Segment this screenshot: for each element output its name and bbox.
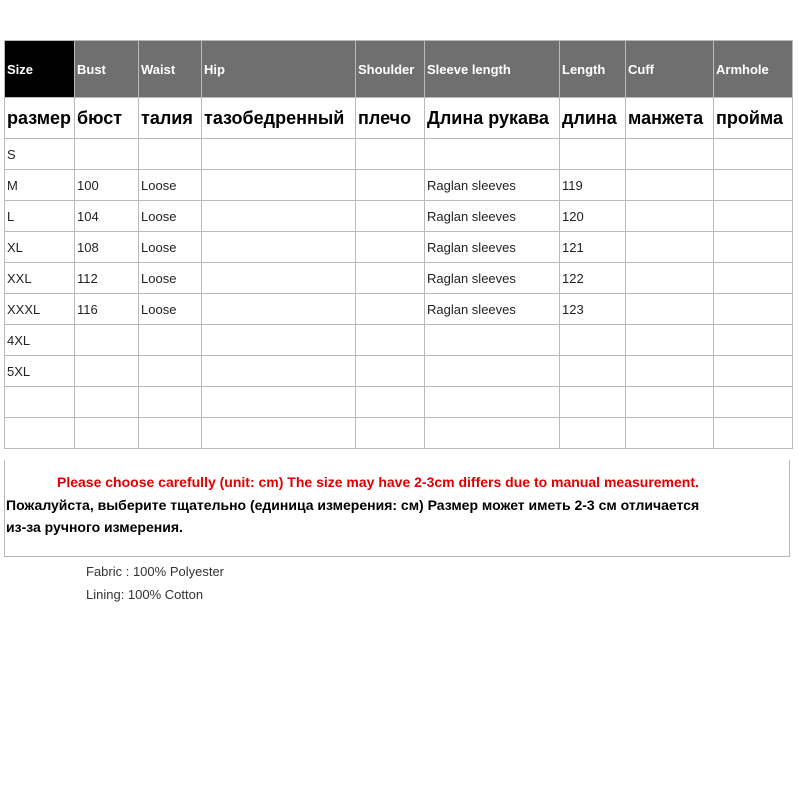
table-cell: 122 — [560, 263, 626, 294]
table-row — [5, 263, 793, 294]
header-cell: Size — [5, 41, 75, 98]
table-row — [5, 201, 793, 232]
table-cell — [356, 232, 425, 263]
header-row-ru — [5, 98, 793, 139]
table-cell: 119 — [560, 170, 626, 201]
table-cell — [626, 356, 714, 387]
lining-line: Lining: 100% Cotton — [86, 587, 204, 602]
table-cell — [139, 139, 202, 170]
header-cell: Sleeve length — [425, 41, 560, 98]
table-cell: Raglan sleeves — [425, 294, 560, 325]
header-cell: Bust — [75, 41, 139, 98]
fabric-info — [86, 560, 224, 606]
table-cell: Loose — [139, 170, 202, 201]
table-row — [5, 356, 793, 387]
table-cell: Loose — [139, 232, 202, 263]
table-cell — [139, 387, 202, 418]
table-cell — [202, 294, 356, 325]
table-cell: Loose — [139, 263, 202, 294]
header-cell-ru: размер — [5, 98, 75, 139]
table-row — [5, 232, 793, 263]
table-cell — [202, 325, 356, 356]
table-cell: XXL — [5, 263, 75, 294]
table-row — [5, 170, 793, 201]
table-cell — [5, 387, 75, 418]
table-cell — [626, 263, 714, 294]
table-cell — [139, 325, 202, 356]
header-cell: Armhole — [714, 41, 793, 98]
table-cell — [560, 325, 626, 356]
table-cell — [425, 356, 560, 387]
table-cell: M — [5, 170, 75, 201]
table-cell — [425, 139, 560, 170]
table-cell — [560, 356, 626, 387]
table-cell — [560, 418, 626, 449]
table-cell — [356, 170, 425, 201]
table-cell — [75, 139, 139, 170]
table-cell: 100 — [75, 170, 139, 201]
table-cell: 4XL — [5, 325, 75, 356]
table-cell — [139, 418, 202, 449]
table-cell — [626, 170, 714, 201]
table-cell — [626, 325, 714, 356]
table-cell: 121 — [560, 232, 626, 263]
header-cell-ru: Длина рукава — [425, 98, 560, 139]
table-cell: L — [5, 201, 75, 232]
table-cell — [202, 356, 356, 387]
table-cell — [714, 263, 793, 294]
notice-russian-line1: Пожалуйста, выберите тщательно (единица измерения: см) Размер может иметь 2-3 см отличается — [6, 497, 700, 513]
table-cell — [714, 232, 793, 263]
table-cell — [202, 139, 356, 170]
table-cell — [425, 387, 560, 418]
notice-russian-line2: из-за ручного измерения. — [6, 519, 183, 535]
measurement-notice — [4, 460, 790, 557]
table-cell: XL — [5, 232, 75, 263]
header-cell-ru: плечо — [356, 98, 425, 139]
table-cell — [75, 418, 139, 449]
table-cell: 104 — [75, 201, 139, 232]
table-cell: 123 — [560, 294, 626, 325]
table-cell: XXXL — [5, 294, 75, 325]
table-cell — [714, 201, 793, 232]
table-cell — [626, 232, 714, 263]
table-cell — [356, 263, 425, 294]
table-cell — [425, 325, 560, 356]
table-cell — [626, 201, 714, 232]
header-cell: Shoulder — [356, 41, 425, 98]
table-row — [5, 294, 793, 325]
table-cell — [75, 387, 139, 418]
table-row — [5, 325, 793, 356]
table-row — [5, 387, 793, 418]
header-cell-ru: бюст — [75, 98, 139, 139]
header-row-en — [5, 41, 793, 98]
header-cell: Cuff — [626, 41, 714, 98]
table-cell: 116 — [75, 294, 139, 325]
header-cell: Waist — [139, 41, 202, 98]
table-cell — [202, 387, 356, 418]
table-cell — [356, 387, 425, 418]
size-chart-table — [4, 40, 793, 449]
table-cell — [356, 325, 425, 356]
table-cell — [75, 325, 139, 356]
table-cell: 120 — [560, 201, 626, 232]
table-cell — [626, 139, 714, 170]
header-cell: Length — [560, 41, 626, 98]
table-cell — [560, 387, 626, 418]
table-cell — [626, 387, 714, 418]
header-cell-ru: талия — [139, 98, 202, 139]
table-cell — [560, 139, 626, 170]
table-cell — [356, 201, 425, 232]
table-cell — [356, 356, 425, 387]
header-cell: Hip — [202, 41, 356, 98]
table-cell — [714, 356, 793, 387]
table-row — [5, 139, 793, 170]
table-cell: 112 — [75, 263, 139, 294]
table-cell: 5XL — [5, 356, 75, 387]
table-cell — [202, 418, 356, 449]
table-cell — [626, 418, 714, 449]
table-cell: Loose — [139, 294, 202, 325]
table-cell — [202, 201, 356, 232]
fabric-line: Fabric : 100% Polyester — [86, 564, 225, 579]
table-cell — [202, 263, 356, 294]
table-cell: Raglan sleeves — [425, 170, 560, 201]
notice-english: Please choose carefully (unit: cm) The size may have 2-3cm differs due to manual measurement. — [57, 474, 699, 490]
table-cell — [202, 232, 356, 263]
table-cell: Raglan sleeves — [425, 263, 560, 294]
table-cell: Raglan sleeves — [425, 201, 560, 232]
table-cell — [714, 170, 793, 201]
table-cell — [626, 294, 714, 325]
header-cell-ru: манжета — [626, 98, 714, 139]
table-row — [5, 418, 793, 449]
table-cell: Raglan sleeves — [425, 232, 560, 263]
table-cell — [714, 418, 793, 449]
table-cell — [356, 139, 425, 170]
table-cell — [5, 418, 75, 449]
table-cell — [356, 418, 425, 449]
header-cell-ru: тазобедренный — [202, 98, 356, 139]
table-cell — [714, 139, 793, 170]
header-cell-ru: пройма — [714, 98, 793, 139]
table-cell: S — [5, 139, 75, 170]
table-cell — [356, 294, 425, 325]
table-cell — [714, 387, 793, 418]
header-cell-ru: длина — [560, 98, 626, 139]
table-cell — [202, 170, 356, 201]
table-cell — [714, 294, 793, 325]
table-cell: 108 — [75, 232, 139, 263]
table-cell — [714, 325, 793, 356]
table-cell — [425, 418, 560, 449]
table-cell — [139, 356, 202, 387]
table-cell — [75, 356, 139, 387]
table-cell: Loose — [139, 201, 202, 232]
